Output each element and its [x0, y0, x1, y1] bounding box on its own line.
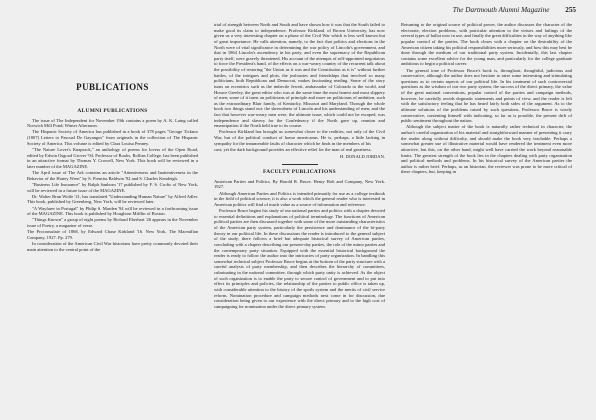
- review-paragraph: cast; yet the dark background provides an effective relief for the man of real greatness.: [214, 146, 372, 152]
- page-number: 255: [565, 6, 576, 14]
- running-head: [0, 6, 576, 18]
- column-3: [401, 22, 572, 418]
- faculty-paragraph: Although the subject matter of the book is naturally rather technical in character, the author's careful organization of his material and straightforward manner of presenting it carry the reader along without difficulty, and should make the book very teachable. Perhaps a somewhat greater use of illustrative material would have rendered the treatment even more attractive, but this, on the other hand, might well have carried the work beyond reasonable limits. The greatest strength of the book lies in the chapters dealing with party organization and political methods and problems. In his historical survey of the American parties the author is rather brief. Perhaps, as an historian, the reviewer was prone to be more critical of these chapters, but, keeping in: [401, 124, 572, 175]
- alumni-paragraph: "Business Life Insurance" by Ralph Sanborn '17 published by F. S. Crofts of New York, will be reviewed in a future issue of the MAGAZINE.: [27, 181, 198, 193]
- faculty-paragraph: Returning to the original source of political power, the author discusses the character of the electorate, election problems, with particular attention to the virtues and failings of the several types of ballot now in use, and finally the great difficulties in the way of anything like popular control of the parties. The book closes with a chapter on the desirability of the American citizen taking his political responsibilities more seriously, and how this may best be done through the medium of our traditional party system. Incidentally, this last chapter contains some excellent advice for the young man, and particularly for the college graduate ambitious to begin a political career.: [401, 22, 572, 67]
- column-1: [27, 108, 198, 418]
- alumni-heading: ALUMNI PUBLICATIONS: [77, 108, 148, 114]
- review-bibliography: The Proconsulate of 1868, by Edward Chase Kirkland '16. New York, The Macmillan Company, 1927. Pp. 279.: [27, 229, 198, 240]
- section-divider: [282, 164, 318, 165]
- faculty-paragraph: Professor Bruce begins his study of our national parties and politics with a chapter devoted to essential definitions and explanations of political terminology. The functions of American political parties are then discussed together with some of the more outstanding characteristics of the American party system, particularly the persistence and dominance of the bi-party theory in our political life. In these discussions the reader is introduced to the general subject of the study; there follows a brief but adequate historical survey of American parties, concluding with a chapter describing our present-day parties, the role of the minor parties and the contemporary party situation. Equipped with the essential historical background the reader is ready to follow the author into the intricacies of party organization. In handling this somewhat technical subject Professor Bruce begins at the bottom of the party structure with a careful analysis of party membership, and then describes the hierarchy of committees, culminating in the national committee, through which party unity is achieved. As the object of such organization is to enable the party to secure control of government and to put into effect its principles and policies, the relationship of the parties to public office is taken up, with considerable attention to the history of the spoils system and the merits of civil service reform. Nomination procedure and campaign methods next come in for discussion, due consideration being given to our experience with the direct primary and to the high cost of campaigning for nomination under the direct primary system.: [214, 208, 385, 309]
- alumni-paragraph: Dr. Walter Brun Wolfe '21, has translated "Understanding Human Nature" by Alfred Adler. This book, published by Greenberg, New York, will be reviewed later.: [27, 193, 198, 205]
- faculty-bibliography: American Parties and Politics. By Harold R. Bruce. Henry Holt and Company, New York. 1927.: [214, 178, 385, 190]
- magazine-title: The Dartmouth Alumni Magazine: [452, 6, 550, 14]
- review-paragraph: trial of strength between North and South and have shown how it was that the South failed to make good its claim to independence. Professor Kirkland, of Brown University, has now given us a very interesting chapter on a phase of the Civil War which is less well known but of great importance. He calls attention, namely, to the fact that politics and elections in the North were of vital significance in determining the war policy of Lincoln's government, and that in 1864 Lincoln's ascendency in his party, and even the supremacy of the Republican party itself, were gravely threatened. His account of the attempts of self-appointed negotiators to force the President's hand, of the effects on a war-weary country of the recurrent talk about the possibility of restoring "the Union as it was and the Constitution as it is" without further battles, of the intrigues and plots, the jealousies and friendships that involved so many politicians, both Republican and Democrat, makes fascinating reading. Some of the story turns on eccentrics such as the imbecile Jewett, ambassador of Colorado to the world, and Horace Greeley, the great editor who was at the same time the most honest and most slippery of men; some of it turns on politicians of principle and more on politicians of ambition, such as the extraordinary Blair family, of Kentucky, Missouri and Maryland. Through the whole book two things stand out: the shrewdness of Lincoln and his understanding of men; and the fact that however war-weary men were, the ultimate issue, which could not be escaped, was independence and slavery for the Confederacy if the North gave up, reunion and emancipation if the North held true to its course.: [214, 22, 385, 129]
- alumni-paragraph: The Hispanic Society of America has published in a book of 378 pages "George Ticknor (1807) Letters to Pascual De Gayangos" from originals in the collection of The Hispanic Society of America. This volume is edited by Clara Louisa Penney.: [27, 129, 198, 146]
- faculty-heading: FACULTY PUBLICATIONS: [263, 169, 336, 176]
- alumni-paragraph: "Things Known" a group of eight poems by Richard Eberhart '26 appears in the November issue of Poetry, a magazine of verse.: [27, 217, 198, 229]
- column-2: [214, 22, 385, 418]
- review-signature: H. DONALD JORDAN.: [340, 153, 385, 159]
- faculty-paragraph: Although American Parties and Politics is intended primarily for use as a college textbook in the field of political science, it is also a work which the general reader who is interested in American politics will find of much value as a source of information and reference.: [214, 190, 385, 207]
- review-paragraph: Professor Kirkland has brought us somewhat closer to the realities, not only of the Civil War, but of the political conduct of homo americanus. He is, perhaps, a little lacking in sympathy for the innumerable faults of character which he finds in the members of his: [214, 129, 385, 146]
- alumni-paragraph: The issue of The Independent for November 19th contains a poem by A. K. Laing called Norwich Mill Pond; Winter Afternoon.: [27, 117, 198, 129]
- alumni-paragraph: "A Wayfarer in Portugal" by Philip S. Marden '94 will be reviewed in a forthcoming issue of the MAGAZINE. This book is published by Houghton Mifflin of Boston.: [27, 205, 198, 217]
- review-paragraph: In consideration of the American Civil War historians have pretty commonly devoted their main attention to the central point of the: [27, 241, 198, 252]
- faculty-paragraph: The general tone of Professor Bruce's book is, throughout, thoughtful, judicious and conservative, although the author does not hesitate to raise some interesting and stimulating questions as to certain aspects of our political life. In his treatment of such controversial questions as the wisdom of our two party system, the success of the direct primary, the value of the great national conventions, popular control of the parties and campaign methods, however, he carefully avoids dogmatic statements and points of view, and the reader is left with the satisfactory feeling that he has heard fairly both sides of the argument. As to the ultimate solutions of the problems raised by such questions, Professor Bruce is wisely conservative, contenting himself with indicating, so far as is possible, the present drift of public sentiment throughout the nation.: [401, 67, 572, 124]
- page-title: PUBLICATIONS: [76, 82, 149, 92]
- alumni-paragraph: The April issue of The Ark contains an article "Attentiveness and Inattentiveness in the Behavior of the Honey Wren" by S. Prentiss Baldwin '92 and S. Charles Kendeigh.: [27, 170, 198, 181]
- alumni-paragraph: "The Nature Lover's Knapsack," an anthology of poems for lovers of the Open Road, edited by Edwin Osgood Grover '94, Professor of Books, Rollins College, has been published in an attractive format by Thomas Y. Crowell, New York. This book will be reviewed in a later number of the MAGAZINE.: [27, 146, 198, 169]
